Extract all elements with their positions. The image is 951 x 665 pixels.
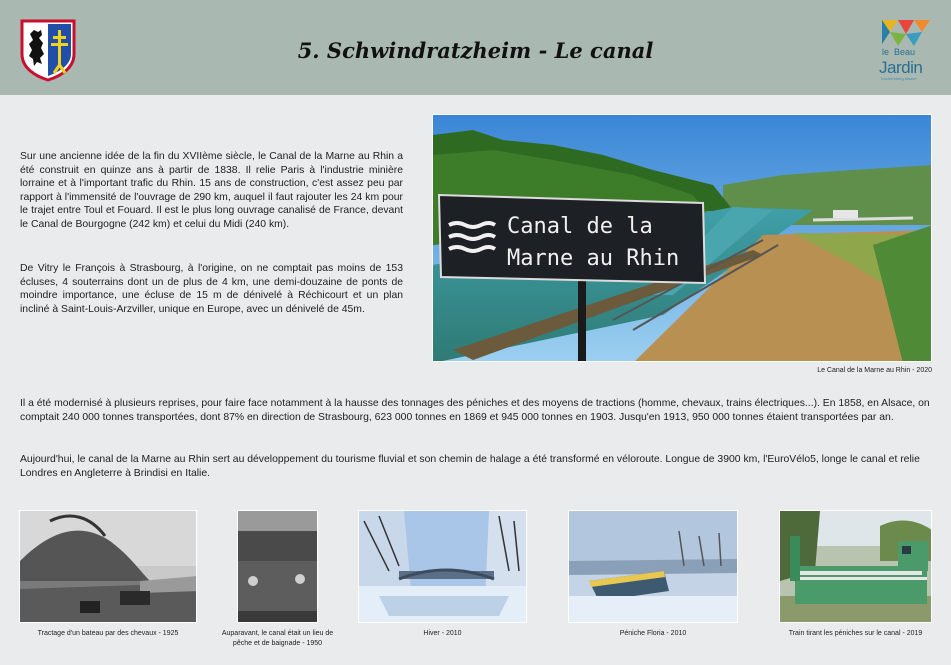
thumb-peniche-floria: [568, 510, 738, 623]
sign-text-line1: Canal de la: [507, 214, 653, 239]
main-photo-canal: [432, 114, 932, 362]
caption-peniche-floria: Péniche Floria - 2010: [619, 630, 687, 637]
caption-fishing-bathing: [211, 629, 344, 649]
caption-winter: Hiver - 2010: [423, 630, 462, 637]
logo-word-jardin: Jardin: [879, 58, 923, 77]
logo-word-beau: Beau: [894, 47, 916, 57]
logo-mark-icon: [880, 18, 936, 48]
caption-horse-towing: Tractage d'un bateau par des chevaux - 1925: [37, 630, 179, 637]
peniche-photo: [569, 511, 738, 623]
horse-towing-photo: [20, 511, 197, 623]
caption-fishing-bathing-line2: pêche et de baignade - 1950: [232, 640, 323, 647]
caption-train: Train tirant les péniches sur le canal - 2019: [788, 630, 923, 637]
paragraph-tourism: Aujourd'hui, le canal de la Marne au Rhin sert au développement du tourisme fluvial et son chemin de halage a été transformé en véloroute. Longue de 3900 km, l'EuroVélo5, longe le canal et relie Londres en Angleterre à Brindisi en Italie.: [20, 454, 920, 479]
thumb-winter: [358, 510, 527, 623]
bathing-photo: [238, 511, 318, 623]
caption-fishing-bathing-line1: Auparavant, le canal était un lieu de: [221, 630, 334, 637]
paragraph-locks: De Vitry le François à Strasbourg, à l'origine, on ne comptait pas moins de 153 écluses, 4 souterrains dont un de plus de 4 km, une demi-douzaine de ponts de moindre importance, une écluse de 15 m de dénivelé à Réchicourt et un plan incliné à Saint-Louis-Arzviller, unique en Europe, avec un dénivelé de 45m.: [20, 263, 403, 315]
logo-word-le: le: [882, 47, 890, 57]
paragraph-history: Sur une ancienne idée de la fin du XVIIème siècle, le Canal de la Marne au Rhin a été construit en quinze ans à partir de 1838. Il relie Paris à l'industrie minière lorraine et à l'important trafic du Rhin. 15 ans de construction, c'est assez peu par rapport à l'immensité de l'ouvrage de 290 km, auquel il faut rajouter les 24 km pour le trajet entre Toul et Fouard. Il est le plus long ouvrage canalisé de France, devant le Canal de Bourgogne (242 km) et celui du Midi (240 km).: [20, 151, 403, 230]
winter-photo: [359, 511, 527, 623]
main-photo-caption: Le Canal de la Marne au Rhin - 2020: [817, 367, 932, 374]
sign-text-line2: Marne au Rhin: [507, 246, 680, 271]
page-title: 5. Schwindratzheim - Le canal: [297, 38, 654, 63]
thumb-horse-towing: [19, 510, 197, 623]
train-photo: [780, 511, 932, 623]
thumb-fishing-bathing: [237, 510, 318, 623]
paragraph-modernisation: Il a été modernisé à plusieurs reprises, pour faire face notamment à la hausse des tonnages des péniches et des moyens de tractions (homme, chevaux, trains électriques...). En 1858, en Alsace, on comptait 240 000 tonnes transportées, dont 87% en direction de Strasbourg, 623 000 tonnes en 1869 et 945 000 tonnes en 1903. Jusqu'en 1913, 950 000 tonnes étaient transportées par an.: [20, 398, 930, 423]
le-beau-jardin-logo: [878, 18, 936, 82]
logo-tagline: Kochersberg Alsace: [881, 76, 917, 81]
thumb-train: [779, 510, 932, 623]
canal-sign-photo: [433, 115, 932, 362]
